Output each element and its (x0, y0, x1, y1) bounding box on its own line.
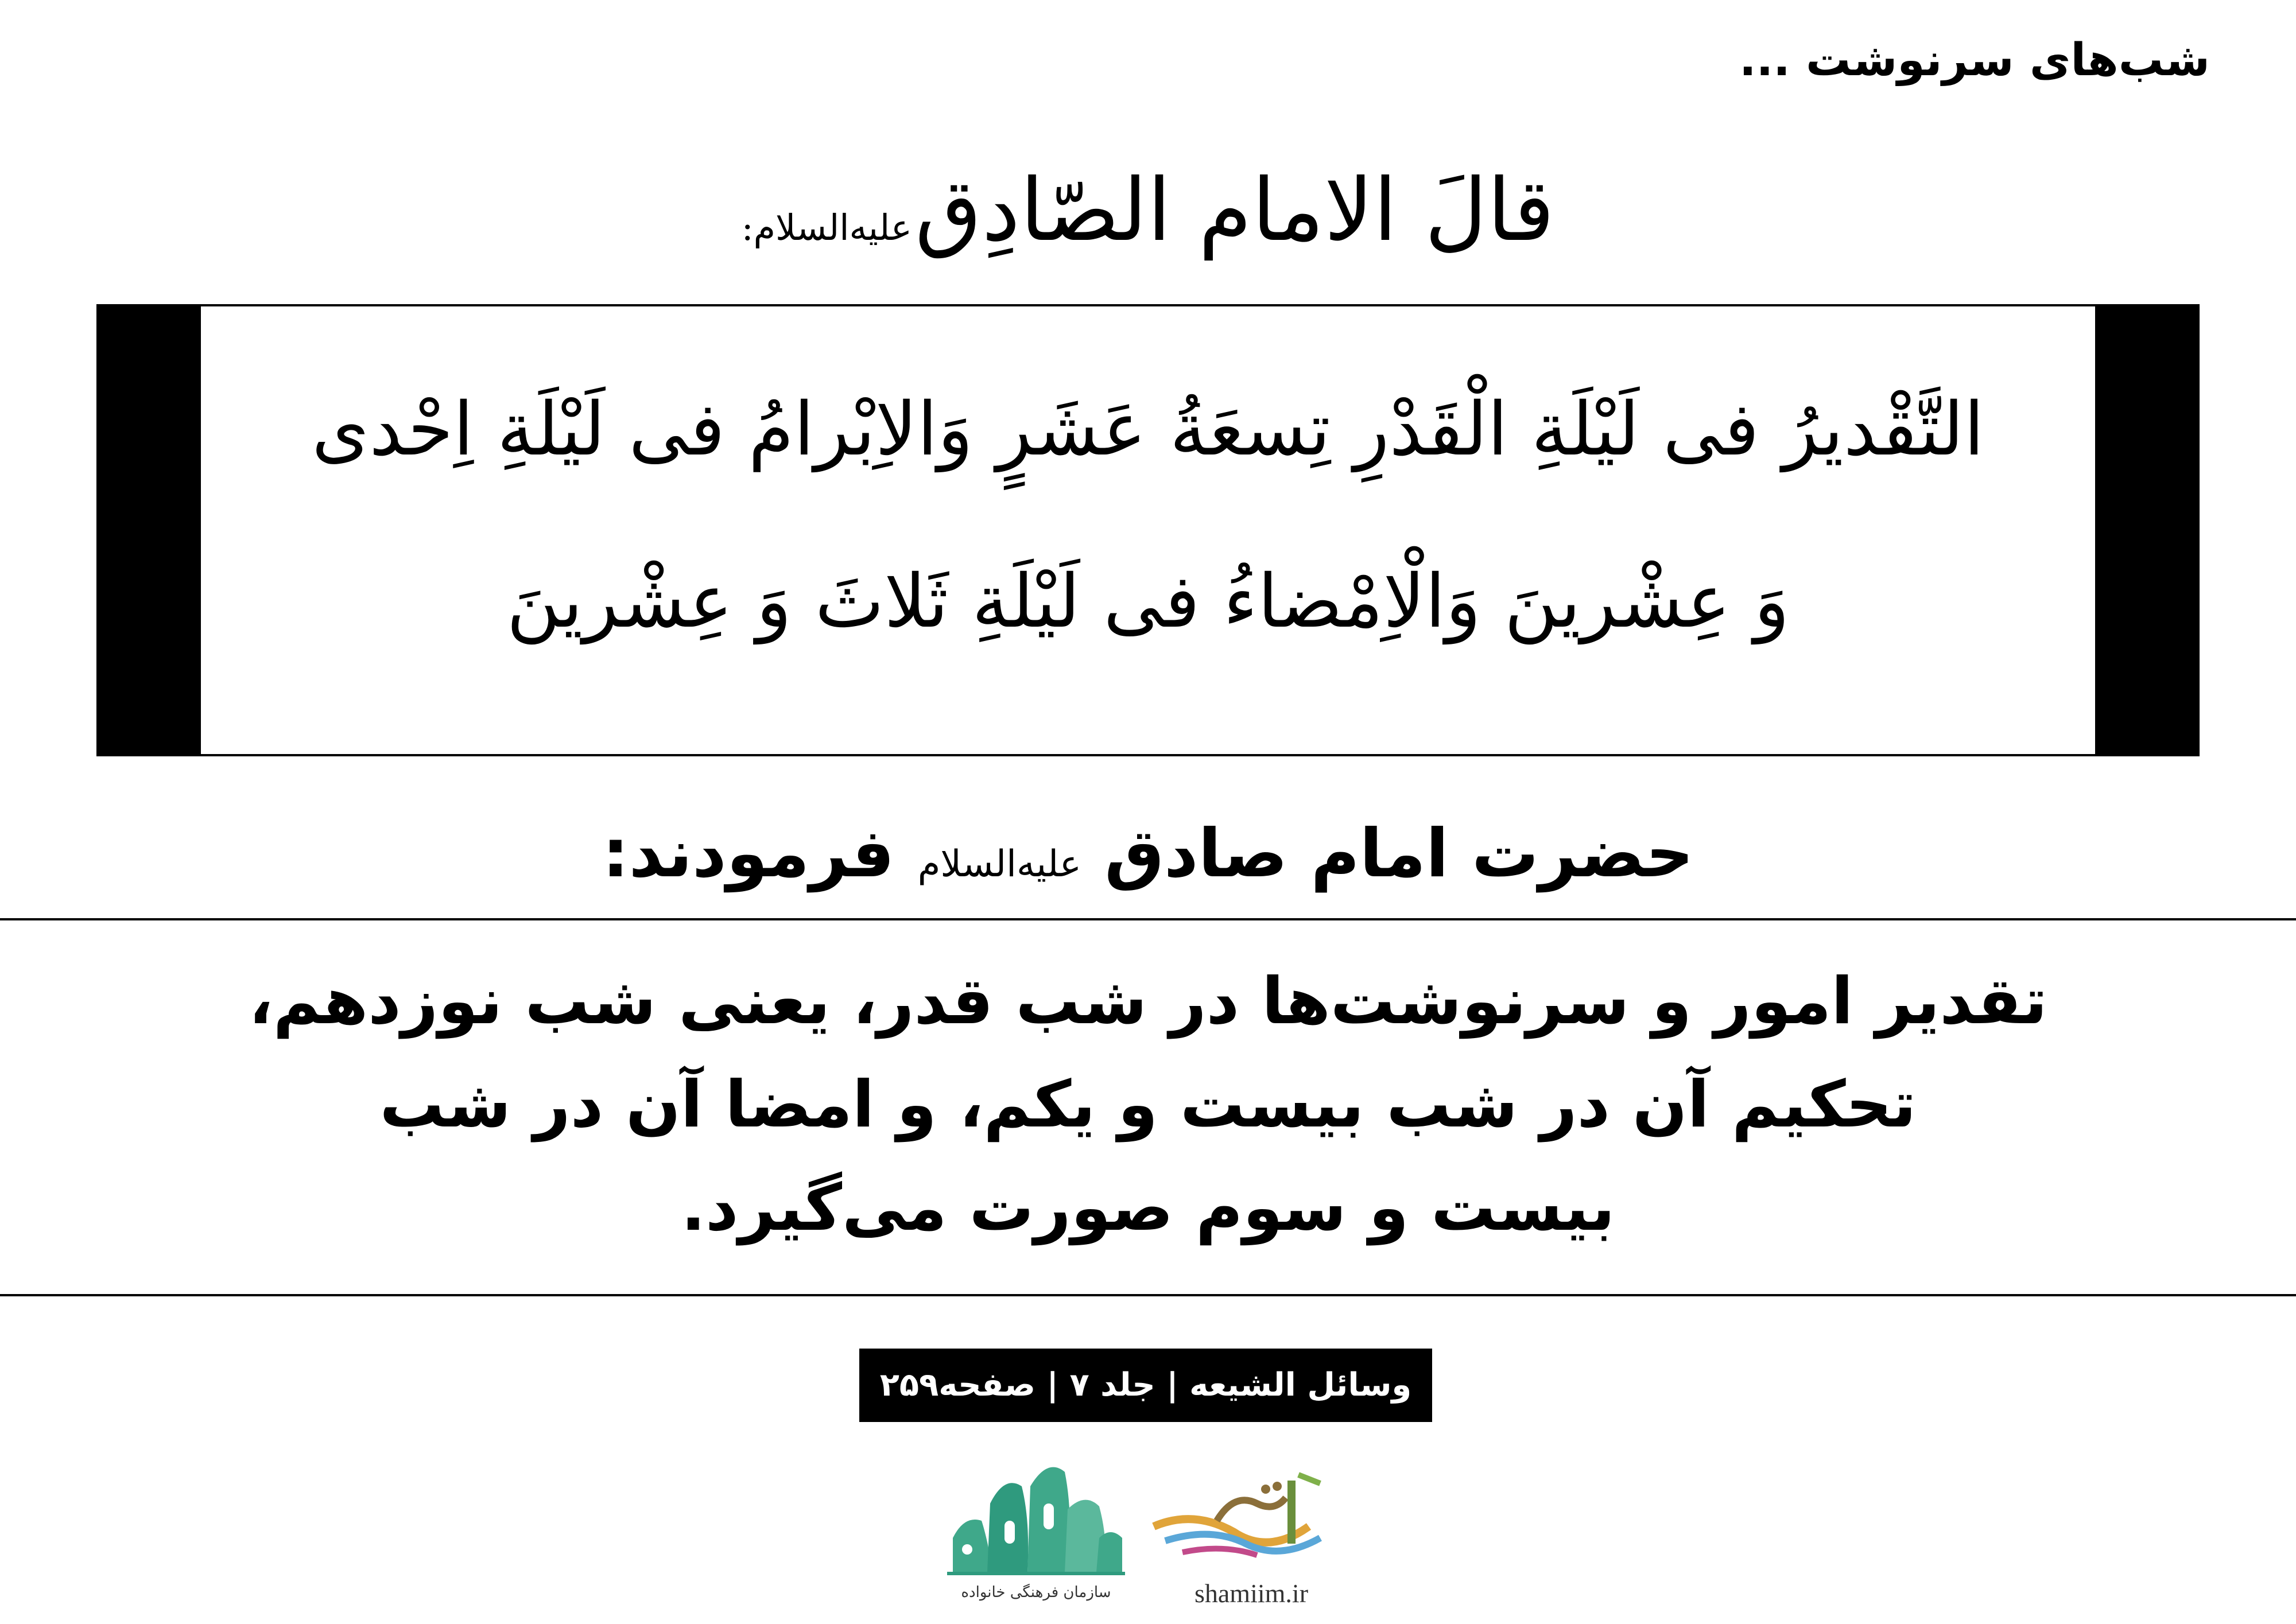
hadith-arabic-line-1: التَّقْدیرُ فی لَیْلَةِ الْقَدْرِ تِسعَةُ عَشَرٍ وَالاِبْرامُ فی لَیْلَةِ اِحْدی (312, 387, 1984, 472)
translation-line-3: بیست و سوم صورت می‌گیرد. (681, 1171, 1615, 1245)
source-citation-badge: وسائل الشیعه | جلد ۷ | صفحه۲۵۹ (859, 1349, 1432, 1422)
hadith-box (96, 304, 2200, 756)
translation-heading-said: فرمودند: (602, 815, 895, 892)
hadith-box-left-bar (99, 306, 201, 754)
family-org-caption: سازمان فرهنگی خانواده (961, 1584, 1111, 1601)
translation-heading-imam: حضرت امام صادق (1104, 815, 1694, 892)
family-figures-icon (941, 1452, 1131, 1584)
shamim-logo (1148, 1458, 1355, 1624)
imam-name: قالَ الامام الصّادِق (915, 161, 1555, 261)
imam-salutation: علیه‌السلام: (741, 207, 912, 248)
hadith-narrator-header (0, 161, 2296, 261)
translation-line-2: تحکیم آن در شب بیست و یکم، و امضا آن در شب (379, 1067, 1917, 1142)
divider-bottom (0, 1294, 2296, 1296)
family-org-logo (941, 1452, 1131, 1624)
hadith-box-right-bar (2095, 306, 2197, 754)
translation-line-1: تقدیر امور و سرنوشت‌ها در شب قدر، یعنی شب نوزدهم، (249, 964, 2047, 1039)
divider-top (0, 918, 2296, 920)
translation-heading (0, 815, 2296, 892)
shamim-calligraphy-icon (1148, 1458, 1355, 1578)
page-top-title: شب‌های سرنوشت ... (1739, 34, 2210, 86)
salam-calligraphy: علیه‌السلام (917, 843, 1081, 885)
hadith-arabic-line-2: وَ عِشْرینَ وَالْاِمْضاءُ فی لَیْلَةِ ثَلاثَ وَ عِشْرینَ (506, 559, 1790, 644)
shamim-url[interactable]: shamiim.ir (1194, 1579, 1309, 1608)
